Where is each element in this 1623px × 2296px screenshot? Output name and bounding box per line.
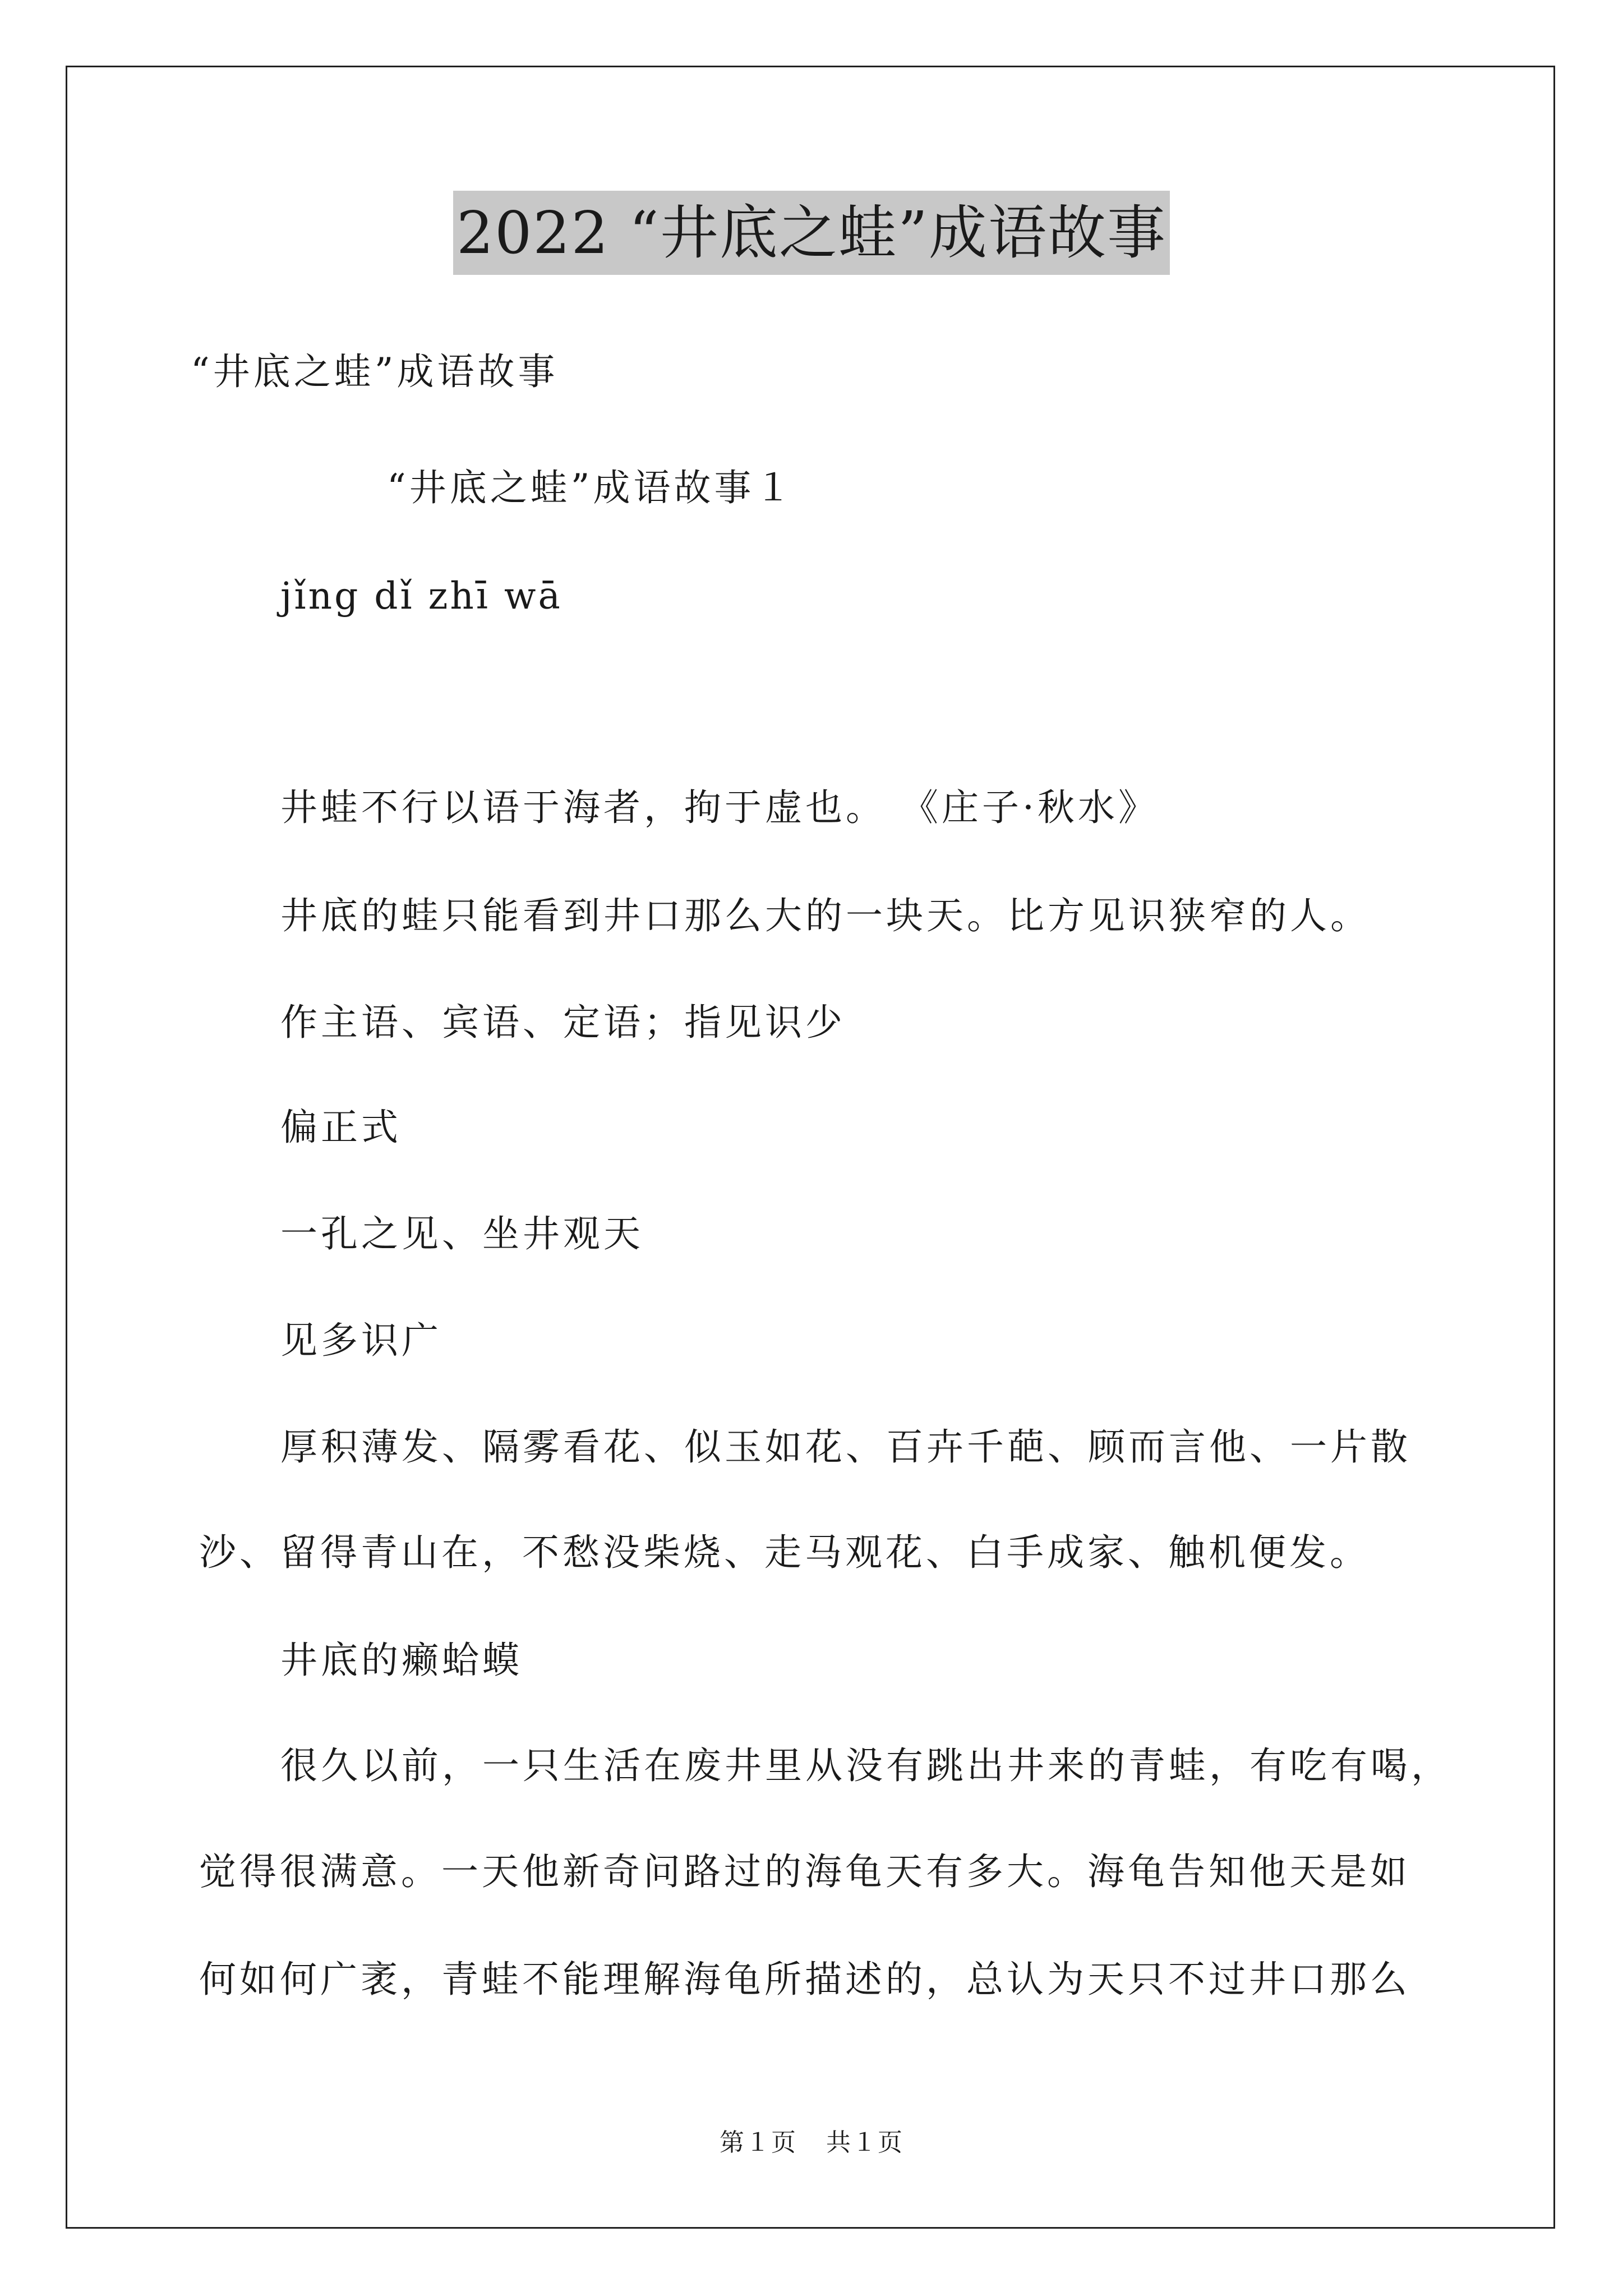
subtitle-line: “井底之蛙”成语故事 bbox=[191, 350, 559, 393]
paragraph-line: 厚积薄发、隔雾看花、似玉如花、百卉千葩、顾而言他、一片散 bbox=[280, 1425, 1411, 1469]
paragraph-line: 很久以前，一只生活在废井里从没有跳出井来的青蛙，有吃有喝， bbox=[280, 1744, 1451, 1787]
page-number-total: 共１页 bbox=[826, 2128, 903, 2157]
page-footer bbox=[0, 2126, 1623, 2160]
paragraph-line: 沙、留得青山在，不愁没柴烧、走马观花、白手成家、触机便发。 bbox=[199, 1531, 1370, 1574]
paragraph-line: 一孔之见、坐井观天 bbox=[280, 1212, 644, 1255]
paragraph-line: 井蛙不行以语于海者，拘于虚也。 《庄子·秋水》 bbox=[280, 786, 1159, 829]
pinyin-line: jǐng dǐ zhī wā bbox=[280, 574, 562, 618]
paragraph-line: 见多识广 bbox=[280, 1319, 442, 1362]
section-heading: “井底之蛙”成语故事１ bbox=[387, 466, 795, 509]
paragraph-line: 井底的癞蛤蟆 bbox=[280, 1639, 523, 1682]
document-title: 2022 “井底之蛙”成语故事 bbox=[453, 191, 1170, 275]
page-number-current: 第１页 bbox=[720, 2128, 797, 2157]
title-container bbox=[0, 191, 1623, 275]
paragraph-line: 作主语、宾语、定语；指见识少 bbox=[280, 1001, 846, 1044]
paragraph-line: 偏正式 bbox=[280, 1106, 402, 1149]
paragraph-line: 井底的蛙只能看到井口那么大的一块天。比方见识狭窄的人。 bbox=[280, 894, 1371, 937]
paragraph-line: 觉得很满意。一天他新奇问路过的海龟天有多大。海龟告知他天是如 bbox=[199, 1850, 1410, 1893]
paragraph-line: 何如何广袤，青蛙不能理解海龟所描述的，总认为天只不过井口那么 bbox=[199, 1958, 1410, 2001]
